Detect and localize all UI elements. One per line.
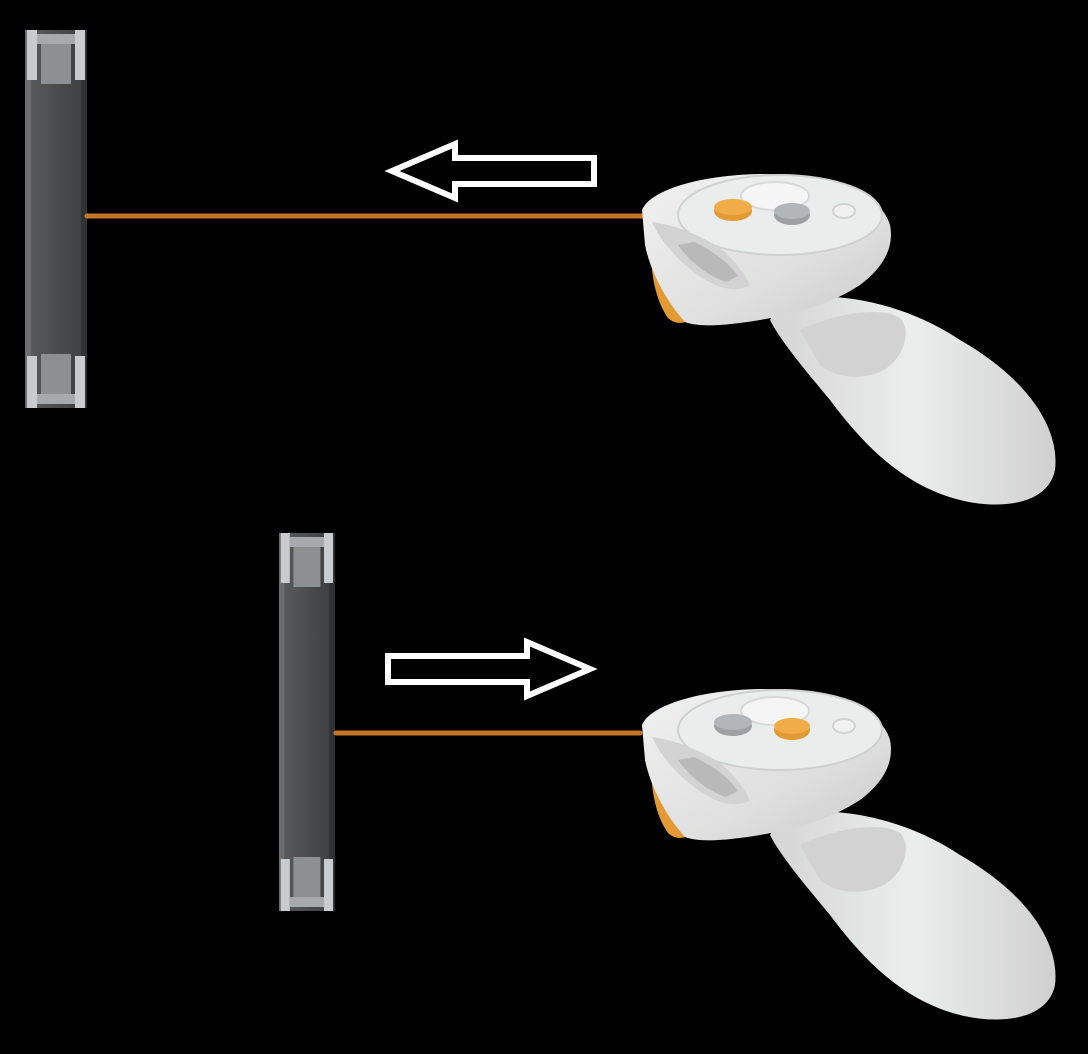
ui-panel-icon bbox=[279, 533, 335, 911]
arrow-right-icon bbox=[388, 642, 590, 696]
scene-pull-closer bbox=[279, 533, 1056, 1020]
arrow-left-icon bbox=[392, 144, 594, 198]
scene-push-away bbox=[25, 30, 1056, 505]
ui-panel-icon bbox=[25, 30, 87, 408]
vr-controller-icon bbox=[642, 174, 1056, 505]
vr-controller-icon bbox=[642, 689, 1056, 1020]
